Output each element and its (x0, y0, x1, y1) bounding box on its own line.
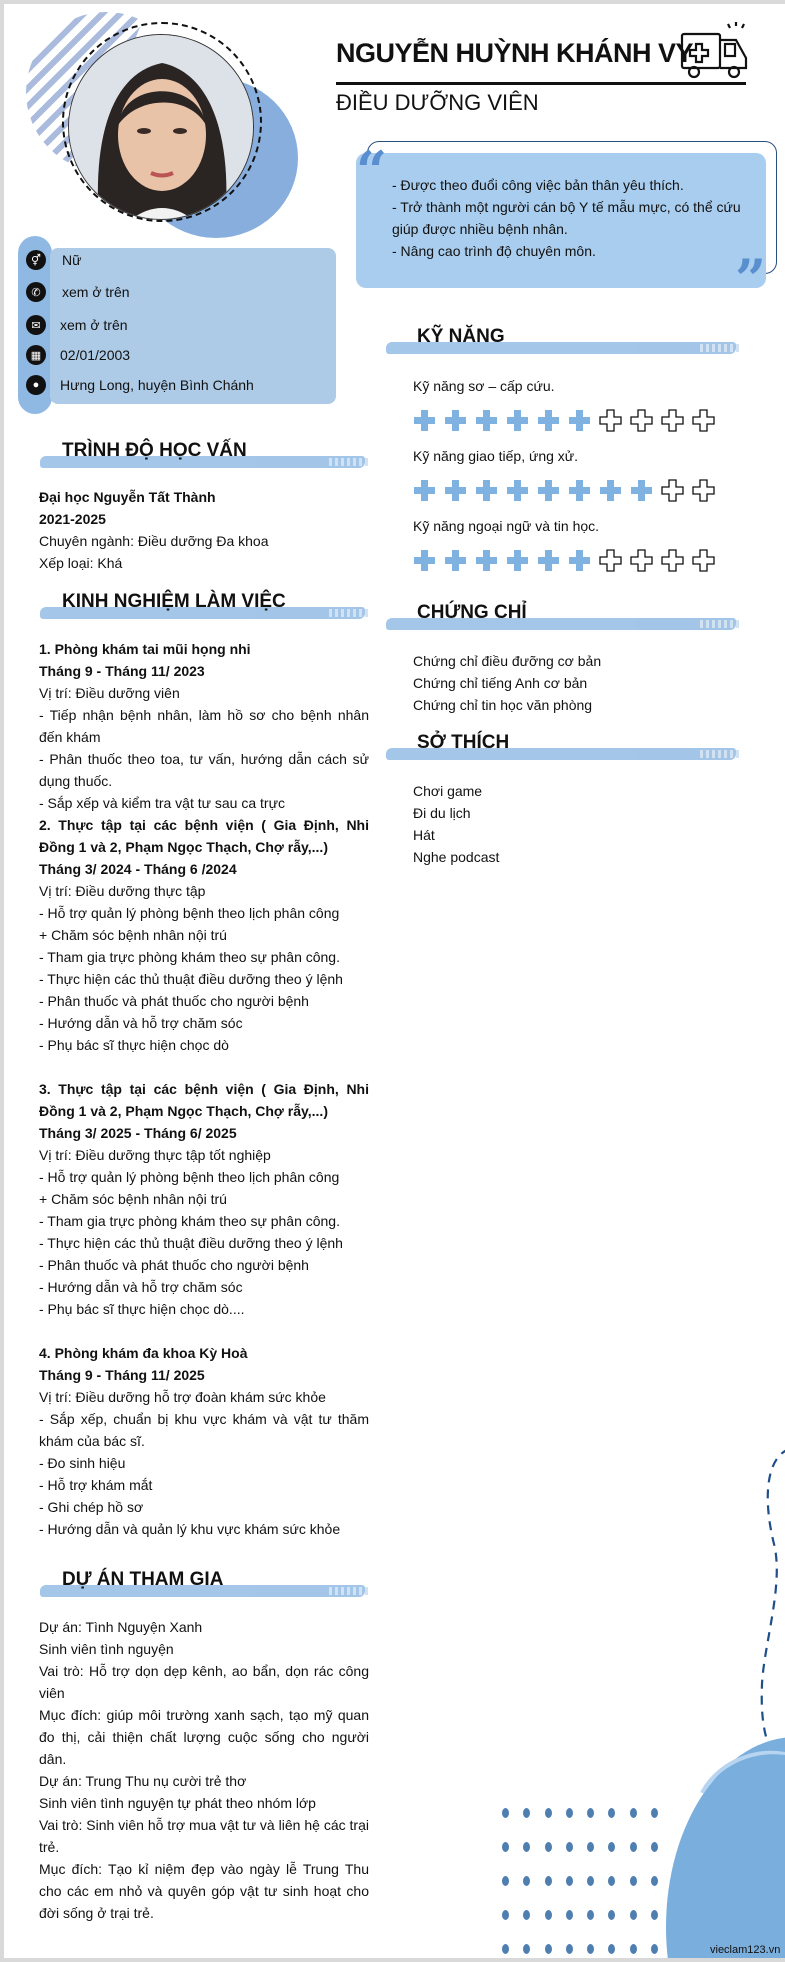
empty-cross-icon (661, 479, 684, 502)
skill-label: Kỹ năng ngoại ngữ và tin học. (413, 518, 600, 534)
project-purpose: Mục đích: Tạo kỉ niệm đẹp vào ngày lễ Trung Thu cho các em nhỏ và quyên góp vật tư sinh hoạt cho đời sống ở trại trẻ. (39, 1861, 369, 1921)
section-title: CHỨNG CHỈ (417, 602, 527, 623)
cv-page (4, 4, 785, 1958)
dot (651, 1876, 658, 1886)
email-value: xem ở trên (60, 317, 128, 333)
dot (651, 1842, 658, 1852)
dot (566, 1808, 573, 1818)
objective-line: - Trở thành một người cán bộ Y tế mẫu mực, có thể cứu giúp được nhiều bệnh nhân. (392, 199, 741, 237)
job-entry (39, 638, 369, 814)
filled-cross-icon (506, 549, 529, 572)
filled-cross-icon (413, 409, 436, 432)
job-period: Tháng 9 - Tháng 11/ 2025 (39, 1367, 205, 1383)
education-major: Chuyên ngành: Điều dưỡng Đa khoa (39, 533, 269, 549)
filled-cross-icon (599, 479, 622, 502)
dot (651, 1808, 658, 1818)
dot (523, 1944, 530, 1954)
section-title: KINH NGHIỆM LÀM VIỆC (62, 591, 286, 612)
section-certificates-header (386, 602, 741, 634)
job-duty: - Thực hiện các thủ thuật điều dưỡng theo ý lệnh (39, 1235, 343, 1251)
dot (608, 1808, 615, 1818)
job-duty: - Sắp xếp và kiểm tra vật tư sau ca trực (39, 795, 285, 811)
location-icon: ● (26, 375, 46, 395)
dot (502, 1910, 509, 1920)
certificate-item: Chứng chỉ điều đưỡng cơ bản (413, 653, 602, 669)
empty-cross-icon (692, 479, 715, 502)
hobby-item: Nghe podcast (413, 849, 500, 865)
job-duty: + Chăm sóc bệnh nhân nội trú (39, 927, 227, 943)
hobby-item: Đi du lịch (413, 805, 471, 821)
education-content (39, 486, 369, 574)
job-heading: 1. Phòng khám tai mũi họng nhi (39, 641, 251, 657)
job-duty: - Phân thuốc và phát thuốc cho người bệnh (39, 993, 309, 1009)
filled-cross-icon (413, 479, 436, 502)
job-entry (39, 1342, 369, 1540)
mail-icon: ✉ (26, 315, 46, 335)
dot (545, 1842, 552, 1852)
project-purpose: Mục đích: giúp môi trường xanh sạch, tạo mỹ quan đo thị, cải thiện chất lượng cuộc sống cho người dân. (39, 1707, 369, 1767)
objective-line: - Nâng cao trình độ chuyên môn. (392, 243, 596, 259)
dot (566, 1910, 573, 1920)
filled-cross-icon (444, 409, 467, 432)
experience-content (39, 638, 369, 1540)
job-duty: - Hướng dẫn và hỗ trợ chăm sóc (39, 1279, 243, 1295)
job-title: ĐIỀU DƯỠNG VIÊN (336, 90, 539, 115)
job-duty: - Đo sinh hiệu (39, 1455, 126, 1471)
education-years: 2021-2025 (39, 511, 106, 527)
dot (545, 1876, 552, 1886)
section-title: DỰ ÁN THAM GIA (62, 1569, 224, 1590)
empty-cross-icon (661, 409, 684, 432)
dot (502, 1842, 509, 1852)
section-education-header (40, 440, 370, 472)
contact-birthday (26, 345, 130, 365)
contact-gender (26, 250, 81, 270)
dot (630, 1910, 637, 1920)
job-heading: 3. Thực tập tại các bệnh viện ( Gia Định, Nhi Đồng 1 và 2, Phạm Ngọc Thạch, Chợ rẫy,...) (39, 1081, 369, 1119)
job-duty: - Hướng dẫn và hỗ trợ chăm sóc (39, 1015, 243, 1031)
dot (630, 1808, 637, 1818)
project-role: Vai trò: Sinh viên hỗ trợ mua vật tư và liên hệ các trại trẻ. (39, 1817, 369, 1855)
filled-cross-icon (537, 409, 560, 432)
calendar-icon: ▦ (26, 345, 46, 365)
certificates-list (413, 650, 743, 716)
contact-phone (26, 282, 130, 302)
dot (523, 1910, 530, 1920)
job-duty: - Sắp xếp, chuẩn bị khu vực khám và vật tư thăm khám của bác sĩ. (39, 1411, 369, 1449)
filled-cross-icon (568, 549, 591, 572)
dot (608, 1842, 615, 1852)
job-duty: - Phân thuốc và phát thuốc cho người bệnh (39, 1257, 309, 1273)
job-period: Tháng 9 - Tháng 11/ 2023 (39, 663, 205, 679)
education-grade: Xếp loại: Khá (39, 555, 123, 571)
skill-label: Kỹ năng sơ – cấp cứu. (413, 378, 555, 394)
dot (608, 1876, 615, 1886)
dot (566, 1842, 573, 1852)
empty-cross-icon (661, 549, 684, 572)
job-entry (39, 814, 369, 1056)
filled-cross-icon (630, 479, 653, 502)
dot (608, 1944, 615, 1954)
job-position: Vị trí: Điều dưỡng thực tập tốt nghiệp (39, 1147, 271, 1163)
section-projects-header (40, 1569, 370, 1601)
job-entry (39, 1078, 369, 1320)
section-title: TRÌNH ĐỘ HỌC VẤN (62, 440, 247, 461)
gender-value: Nữ (62, 252, 82, 268)
project-type: Sinh viên tình nguyện tự phát theo nhóm lớp (39, 1795, 316, 1811)
job-duty: - Phân thuốc theo toa, tư vấn, hướng dẫn cách sử dụng thuốc. (39, 751, 369, 789)
filled-cross-icon (475, 549, 498, 572)
watermark: vieclam123.vn (710, 1944, 781, 1956)
job-duty: + Chăm sóc bệnh nhân nội trú (39, 1191, 227, 1207)
dot (608, 1910, 615, 1920)
skill-rating (413, 409, 715, 432)
dot (566, 1944, 573, 1954)
projects-content (39, 1616, 369, 1924)
dot (523, 1842, 530, 1852)
address-value: Hưng Long, huyện Bình Chánh (60, 377, 254, 393)
dot (587, 1944, 594, 1954)
job-duty: - Phụ bác sĩ thực hiện chọc dò.... (39, 1301, 245, 1317)
job-duty: - Thực hiện các thủ thuật điều dưỡng theo ý lệnh (39, 971, 343, 987)
dot (587, 1910, 594, 1920)
job-position: Vị trí: Điều dưỡng thực tập (39, 883, 206, 899)
dot (651, 1944, 658, 1954)
filled-cross-icon (506, 479, 529, 502)
section-skills-header (386, 326, 741, 358)
ambulance-icon (680, 20, 748, 82)
dot (523, 1808, 530, 1818)
filled-cross-icon (568, 409, 591, 432)
filled-cross-icon (444, 549, 467, 572)
phone-value: xem ở trên (62, 284, 130, 300)
job-duty: - Hỗ trợ quản lý phòng bệnh theo lịch phân công (39, 1169, 340, 1185)
empty-cross-icon (599, 549, 622, 572)
dashed-curve-decoration (744, 1444, 785, 1784)
job-duty: - Phụ bác sĩ thực hiện chọc dò (39, 1037, 229, 1053)
section-hobbies-header (386, 732, 741, 764)
project-name: Dự án: Tình Nguyện Xanh (39, 1619, 203, 1635)
section-title: SỞ THÍCH (417, 732, 510, 753)
dot (630, 1944, 637, 1954)
profile-photo (68, 34, 254, 220)
project-entry (39, 1770, 369, 1924)
empty-cross-icon (630, 549, 653, 572)
gender-icon: ⚥ (26, 250, 46, 270)
dot (502, 1944, 509, 1954)
filled-cross-icon (444, 479, 467, 502)
contact-email (26, 315, 128, 335)
empty-cross-icon (630, 409, 653, 432)
skill-rating (413, 549, 715, 572)
school-name: Đại học Nguyễn Tất Thành (39, 489, 216, 505)
contact-address (26, 375, 254, 395)
dot (587, 1876, 594, 1886)
job-duty: - Hỗ trợ khám mắt (39, 1477, 153, 1493)
empty-cross-icon (692, 549, 715, 572)
job-period: Tháng 3/ 2025 - Tháng 6/ 2025 (39, 1125, 237, 1141)
dot (502, 1876, 509, 1886)
certificate-item: Chứng chỉ tin học văn phòng (413, 697, 593, 713)
filled-cross-icon (506, 409, 529, 432)
job-position: Vị trí: Điều dưỡng hỗ trợ đoàn khám sức khỏe (39, 1389, 326, 1405)
dot (523, 1876, 530, 1886)
certificate-item: Chứng chỉ tiếng Anh cơ bản (413, 675, 588, 691)
dot (630, 1842, 637, 1852)
name-underline (336, 82, 746, 85)
job-heading: 4. Phòng khám đa khoa Kỳ Hoà (39, 1345, 248, 1361)
project-entry (39, 1616, 369, 1770)
dot (545, 1910, 552, 1920)
skill-label: Kỹ năng giao tiếp, ứng xử. (413, 448, 579, 464)
job-duty: - Tham gia trực phòng khám theo sự phân công. (39, 949, 340, 965)
filled-cross-icon (413, 549, 436, 572)
objective-text (392, 174, 757, 262)
skill-rating (413, 479, 715, 502)
candidate-name: NGUYỄN HUỲNH KHÁNH VY (336, 38, 694, 68)
job-heading: 2. Thực tập tại các bệnh viện ( Gia Định, Nhi Đồng 1 và 2, Phạm Ngọc Thạch, Chợ rẫy,...) (39, 817, 369, 855)
filled-cross-icon (537, 479, 560, 502)
objective-line: - Được theo đuổi công việc bản thân yêu thích. (392, 177, 684, 193)
dot (566, 1876, 573, 1886)
filled-cross-icon (475, 409, 498, 432)
dot-grid-decoration (502, 1808, 659, 1954)
job-duty: - Hướng dẫn và quản lý khu vực khám sức khỏe (39, 1521, 341, 1537)
dot (587, 1842, 594, 1852)
birthday-value: 02/01/2003 (60, 347, 131, 363)
job-position: Vị trí: Điều dưỡng viên (39, 685, 180, 701)
empty-cross-icon (599, 409, 622, 432)
hobby-item: Chơi game (413, 783, 483, 799)
project-type: Sinh viên tình nguyện (39, 1641, 174, 1657)
section-title: KỸ NĂNG (417, 326, 505, 347)
filled-cross-icon (475, 479, 498, 502)
job-duty: - Tham gia trực phòng khám theo sự phân công. (39, 1213, 340, 1229)
hobbies-list (413, 780, 743, 868)
filled-cross-icon (568, 479, 591, 502)
hobby-item: Hát (413, 827, 435, 843)
job-duty: - Hỗ trợ quản lý phòng bệnh theo lịch phân công (39, 905, 340, 921)
job-duty: - Ghi chép hồ sơ (39, 1499, 144, 1515)
dot (545, 1944, 552, 1954)
project-role: Vai trò: Hỗ trợ dọn dẹp kênh, ao bẩn, dọn rác công viên (39, 1663, 369, 1701)
section-experience-header (40, 591, 370, 623)
dot (587, 1808, 594, 1818)
dot (502, 1808, 509, 1818)
project-name: Dự án: Trung Thu nụ cười trẻ thơ (39, 1773, 247, 1789)
job-period: Tháng 3/ 2024 - Tháng 6 /2024 (39, 861, 237, 877)
quote-close-icon: ” (735, 247, 767, 311)
dot (545, 1808, 552, 1818)
phone-icon: ✆ (26, 282, 46, 302)
dot (651, 1910, 658, 1920)
quote-open-icon: “ (356, 139, 388, 203)
filled-cross-icon (537, 549, 560, 572)
empty-cross-icon (692, 409, 715, 432)
job-duty: - Tiếp nhận bệnh nhân, làm hồ sơ cho bệnh nhân đến khám (39, 707, 369, 745)
dot (630, 1876, 637, 1886)
